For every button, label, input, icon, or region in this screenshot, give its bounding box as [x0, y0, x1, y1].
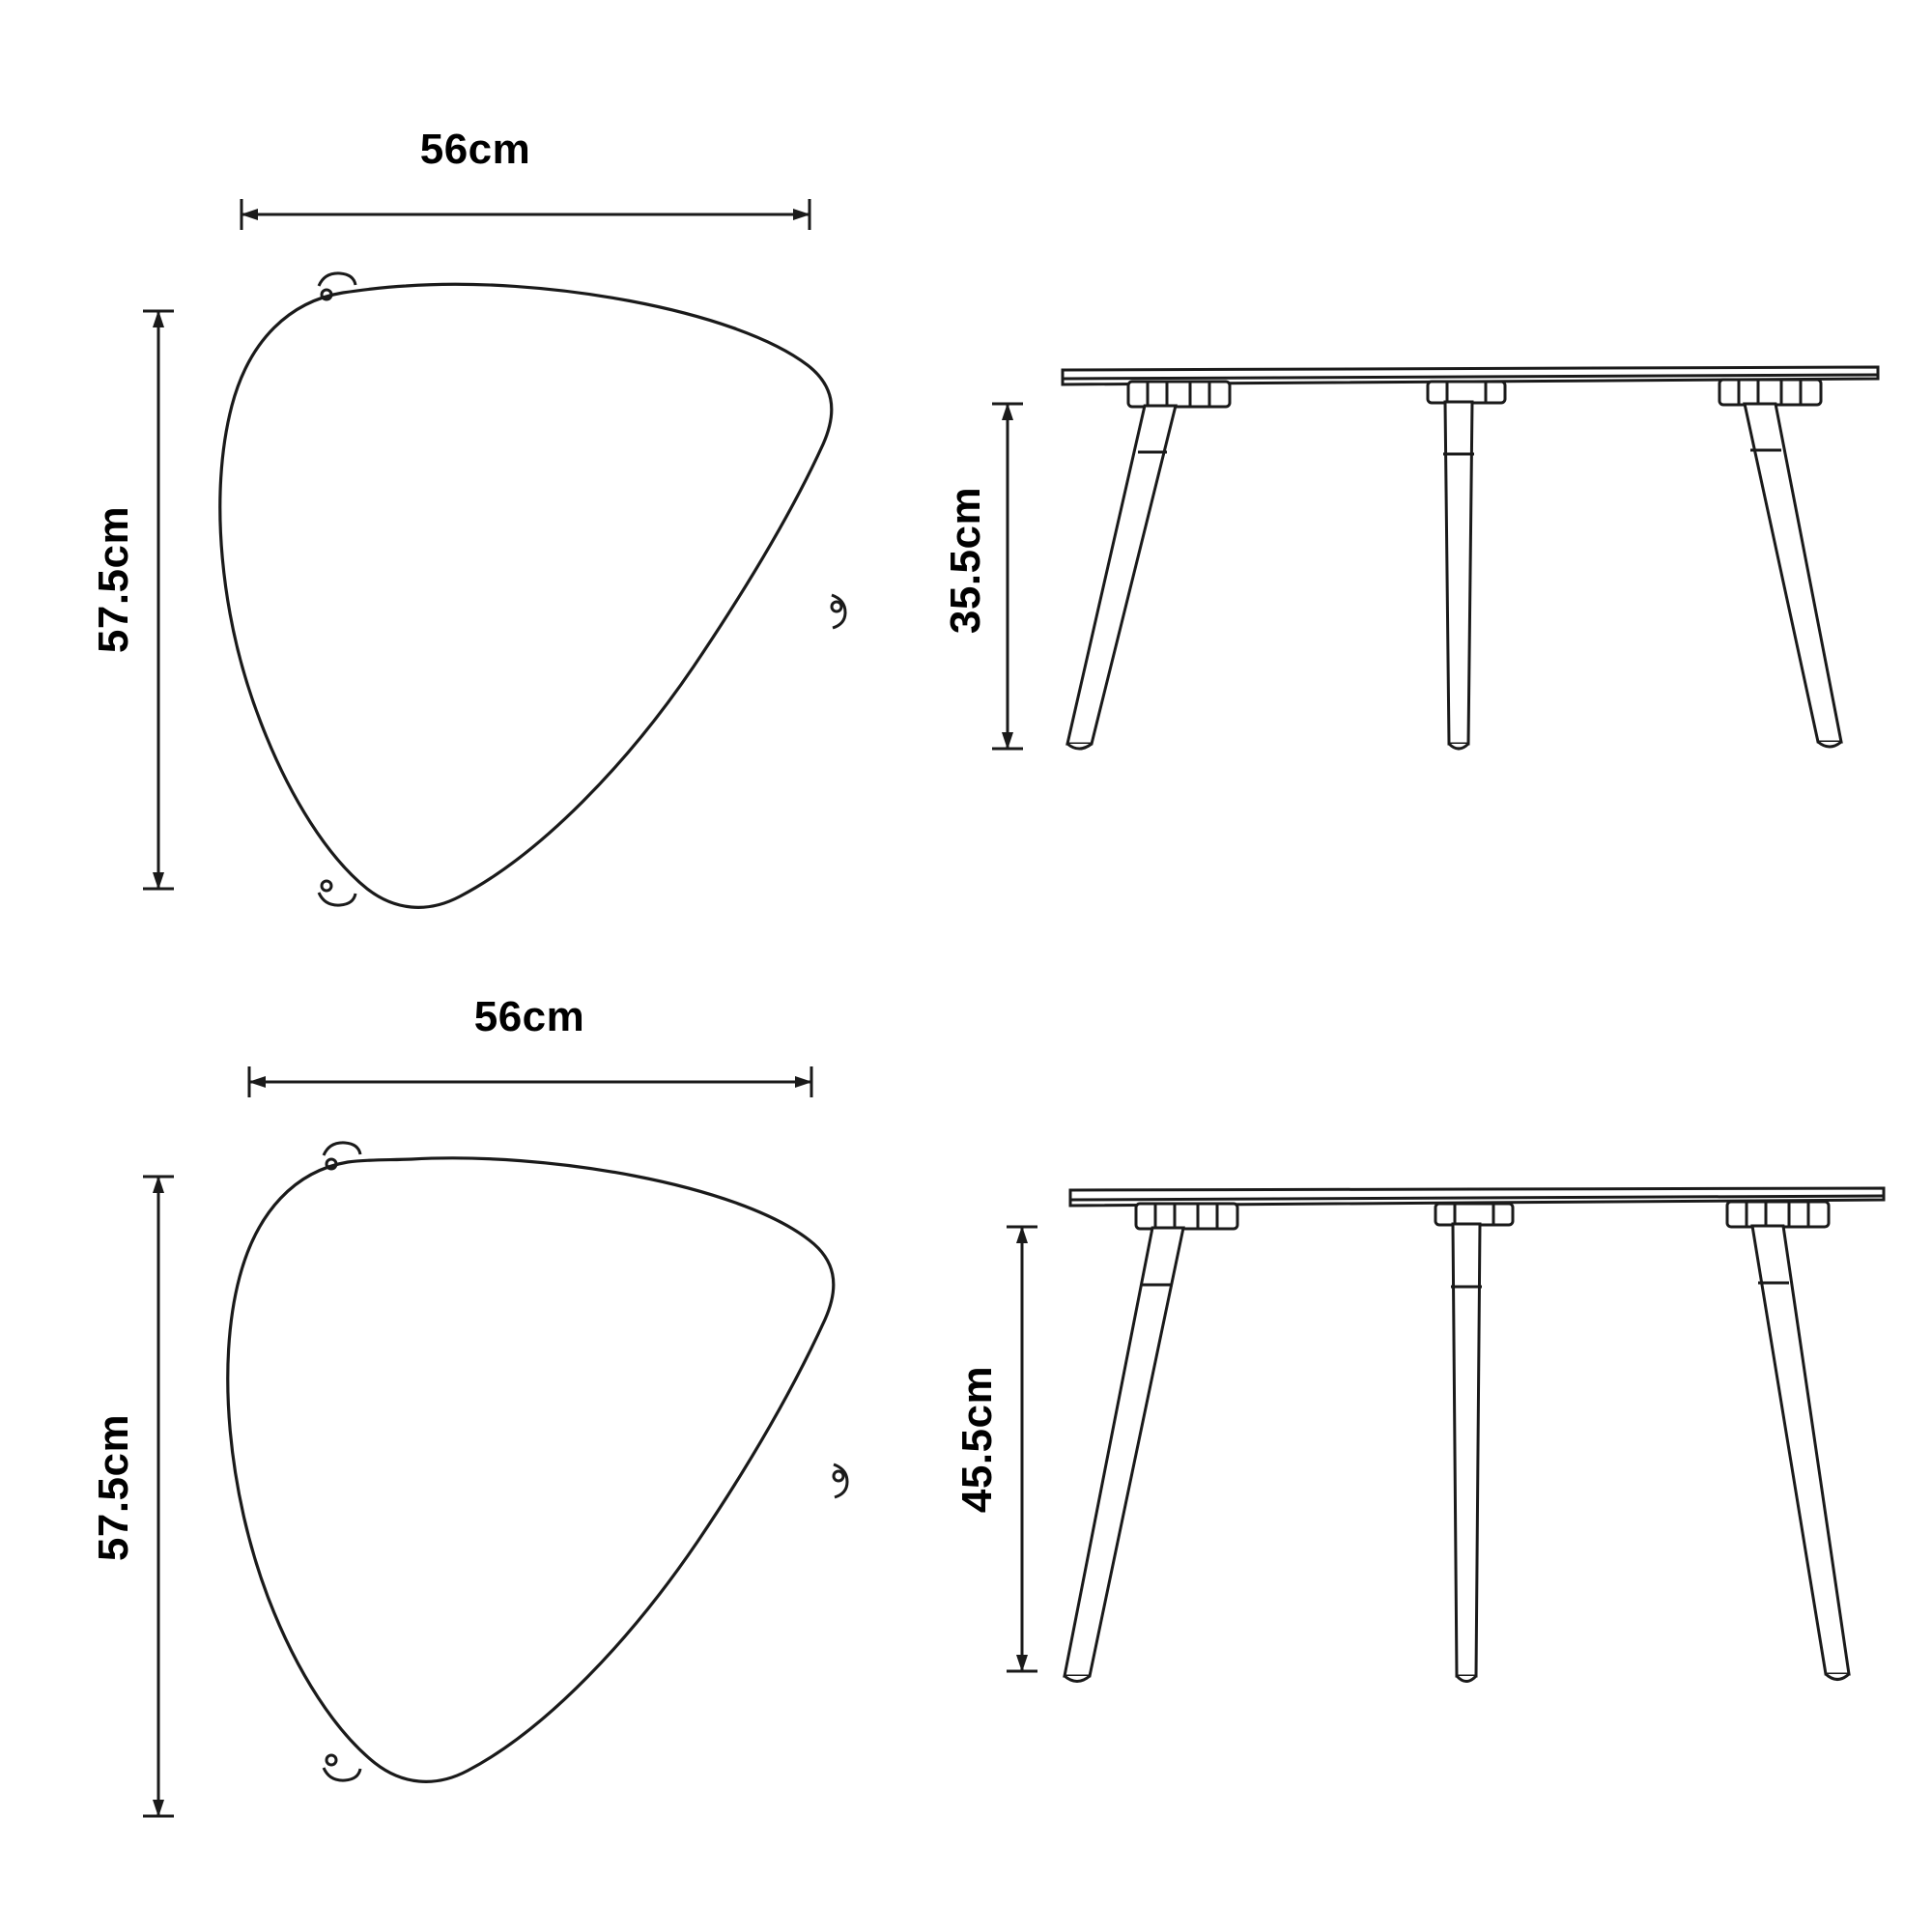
leg-bracket-right	[1719, 380, 1821, 405]
leg-right	[1752, 1226, 1849, 1680]
leg-left	[1065, 1228, 1183, 1682]
leg-bracket-middle	[1428, 382, 1505, 403]
top-view-lower-outline	[228, 1158, 834, 1781]
leg-middle	[1451, 1224, 1482, 1682]
dimension-lines-upper	[143, 199, 1023, 889]
dimension-lines-lower	[143, 1066, 1037, 1816]
dimension-label-height-upper: 35.5cm	[942, 486, 989, 635]
top-view-upper-outline	[220, 284, 832, 907]
leg-bracket-left	[1128, 382, 1230, 407]
leg-middle	[1443, 402, 1474, 749]
leg-bracket-middle	[1435, 1204, 1513, 1225]
top-view-lower-mounts	[324, 1143, 847, 1780]
side-view-lower	[1065, 1188, 1884, 1682]
leg-bracket-right	[1727, 1202, 1829, 1227]
top-view-upper-mounts	[319, 273, 845, 905]
dimension-label-depth-upper: 57.5cm	[90, 505, 137, 654]
dimension-label-width-lower: 56cm	[473, 993, 585, 1040]
leg-left	[1067, 406, 1176, 749]
leg-bracket-left	[1136, 1204, 1237, 1229]
dimension-label-width-upper: 56cm	[419, 126, 531, 173]
dimension-label-depth-lower: 57.5cm	[90, 1413, 137, 1562]
dimension-label-height-lower: 45.5cm	[953, 1365, 1001, 1514]
side-view-upper	[1063, 367, 1878, 749]
leg-right	[1745, 404, 1841, 747]
